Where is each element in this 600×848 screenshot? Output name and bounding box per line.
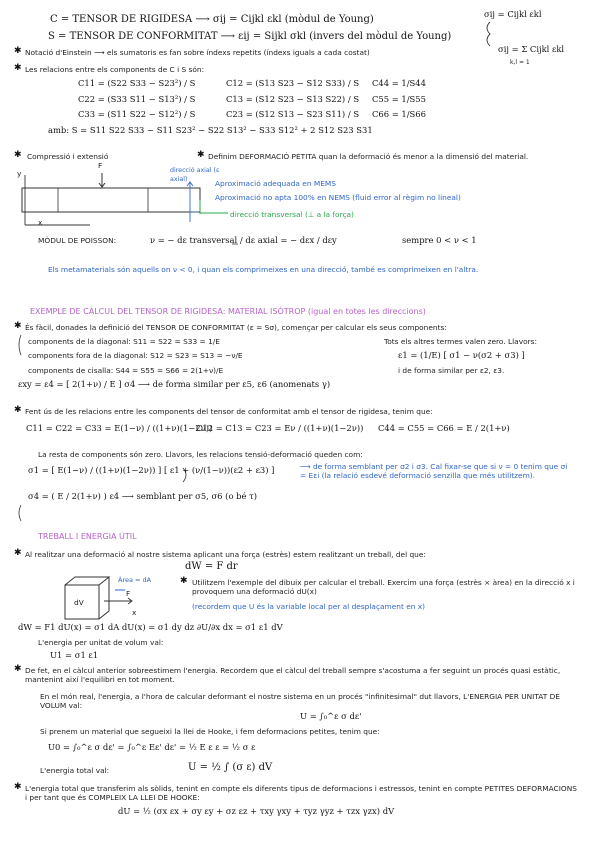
offdiagonal-components: components fora de la diagonal: S12 = S23 = S13 = −ν/E: [28, 351, 243, 360]
c-offdiagonal-eq: C12 = C13 = C23 = Eν / ((1+ν)(1−2ν)): [196, 423, 364, 433]
sidebox-mid: σij = Σ Cijkl εkl: [498, 44, 565, 54]
bullet-icon: ✱: [14, 405, 22, 415]
inverse-intro: Fent ús de les relacions entre les components del tensor de conformitat amb el tensor de rigidesa, tenim que:: [25, 407, 433, 416]
bullet-icon: ✱: [14, 63, 22, 73]
c66-eq: C66 = 1/S66: [372, 109, 426, 119]
brace-icon: [487, 22, 490, 46]
dw-eq: dW = F dr: [185, 561, 238, 572]
real-case-note: En el món real, l'energia, a l'hora de calcular deformant el nostre sistema en un procés "infinitesimal" dut llavors, L'ENERGIA PER UNITAT DE VOLUM val:: [40, 692, 560, 710]
quasi-static-note: De fet, en el càlcul anterior sobreestimem l'energia. Recordem que el càlcul del treball sempre s'acostuma a fer seguint un procés quasi estàtic, mantenint així l'equilibri en tot moment.: [25, 666, 561, 684]
sigma4-eq: σ4 = ( E / 2(1+ν) ) ε4 ⟶ semblant per σ5, σ6 (o bé τ): [28, 491, 258, 501]
small-deformation-def: Definim DEFORMACIÓ PETITA quan la deformació és menor a la dimensió del material.: [208, 152, 529, 161]
c33-eq: C33 = (S11 S22 − S12²) / S: [78, 109, 196, 119]
final-energy-eq: dU = ½ (σx εx + σy εy + σz εz + τxy γxy + τyz γyz + τzx γzx) dV: [118, 806, 395, 816]
poisson-range: sempre 0 < ν < 1: [402, 235, 477, 245]
area-label: Àrea = dA: [118, 576, 152, 584]
diagram-x-label: x: [38, 218, 43, 227]
relations-intro: Les relacions entre els components de C i S són:: [25, 65, 205, 74]
cube-depth-icon: [65, 577, 109, 619]
work-title: TREBALL I ENERGIA ÚTIL: [38, 532, 137, 541]
c22-eq: C22 = (S33 S11 − S13²) / S: [78, 94, 196, 104]
sidebox-top: σij = Cijkl εkl: [484, 9, 542, 19]
c-definition: C = TENSOR DE RIGIDESA ⟶ σij = Cijkl εkl (mòdul de Young): [50, 14, 374, 25]
c55-eq: C55 = 1/S55: [372, 94, 426, 104]
work-derivation-eq: dW = F1 dU(x) = σ1 dA dU(x) = σ1 dy dz ∂U/∂x dx = σ1 ε1 dV: [18, 622, 283, 632]
c11-eq: C11 = (S22 S33 − S23²) / S: [78, 78, 196, 88]
bar-rect: [22, 188, 200, 212]
bullet-icon: ✱: [14, 150, 22, 160]
diagram-y-label: y: [17, 169, 22, 178]
approx-mems: Aproximació adequada en MEMS: [215, 179, 336, 188]
energy-integral-eq: U = ∫₀^ε σ dε': [300, 711, 362, 721]
rest-zero-note: Tots els altres termes valen zero. Llavors:: [384, 337, 537, 346]
c44-eq: C44 = 1/S44: [372, 78, 426, 88]
sidebox-sum-range: k,l = 1: [510, 59, 530, 66]
hooke-note: Si prenem un material que segueixi la llei de Hooke, i fem deformacions petites, tenim que:: [40, 727, 380, 736]
bullet-icon: ✱: [14, 46, 22, 56]
poisson-label: MÒDUL DE POISSON:: [38, 236, 117, 245]
c-shear-eq: C44 = C55 = C66 = E / 2(1+ν): [378, 423, 510, 433]
sigma1-eq: σ1 = [ E(1−ν) / ((1+ν)(1−2ν)) ] [ ε1 + (ν/(1−ν))(ε2 + ε3) ]: [28, 465, 275, 475]
c13-eq: C13 = (S12 S23 − S13 S22) / S: [226, 94, 360, 104]
displacement-recall: (recordem que U és la variable local per al desplaçament en x): [192, 602, 426, 611]
cube-x-label: x: [132, 608, 137, 617]
c12-eq: C12 = (S13 S23 − S12 S33) / S: [226, 78, 360, 88]
total-energy-label: L'energia total val:: [40, 766, 110, 775]
c-diagonal-eq: C11 = C22 = C33 = E(1−ν) / ((1+ν)(1−2ν)): [26, 423, 213, 433]
eps1-eq: ε1 = (1/E) [ σ1 − ν(σ2 + σ3) ]: [398, 350, 525, 360]
isotropic-title: EXEMPLE DE CÀLCUL DEL TENSOR DE RIGIDESA: MATERIAL ISÒTROP (igual en totes les direccions): [30, 307, 426, 316]
sigma-similar-note: ⟶ de forma semblant per σ2 i σ3. Cal fixar-se que si ν = 0 tenim que σi = Eεi (la relació esdevé deformació senzilla que més utilitzem).: [300, 462, 568, 480]
bullet-icon: ✱: [180, 576, 188, 586]
s-definition: S = TENSOR DE CONFORMITAT ⟶ εij = Sijkl σkl (invers del mòdul de Young): [48, 31, 452, 42]
metamaterials-note: Els metamaterials són aquells on ν < 0, i quan els comprimeixes en una direcció, també es comprimeixen en l'altra.: [48, 265, 479, 274]
bullet-icon: ✱: [197, 150, 205, 160]
work-intro: Al realitzar una deformació al nostre sistema aplicant una força (estrès) estem realitzant un treball, del que:: [25, 550, 426, 559]
gamma-eq: εxy = ε4 = [ 2(1+ν) / E ] σ4 ⟶ de forma similar per ε5, ε6 (anomenats γ): [18, 379, 331, 389]
energy-unit-label: L'energia per unitat de volum val:: [38, 638, 164, 647]
total-energy-eq: U = ½ ∫ (σ ε) dV: [188, 762, 273, 773]
axial-direction-label: direcció axial (ε axial): [170, 167, 220, 183]
final-intro: L'energia total que transferim als sòlids, tenint en compte els diferents tipus de deformacions i estressos, tenint en compte PETITES DEFORMACIONS i per tant que és COMPLEIX LA LLEI DE HOOKE:: [25, 784, 577, 802]
bullet-icon: ✱: [14, 321, 22, 331]
s-determinant-eq: amb: S = S11 S22 S33 − S11 S23² − S22 S13² − S33 S12² + 2 S12 S23 S31: [48, 125, 373, 135]
cube-example-note: Utilitzem l'exemple del dibuix per calcular el treball. Exercim una força (estrès × àrea) en la direcció x i provoquem una deformació dU(x): [192, 578, 575, 596]
bar-inner-rect: [58, 188, 148, 212]
energy-density-eq: U1 = σ1 ε1: [50, 650, 99, 660]
force-label: F: [98, 161, 103, 170]
poisson-eq: ν = − dε transversal / dε axial = − dεx / dεy: [150, 235, 337, 245]
bullet-icon: ✱: [14, 782, 22, 792]
eps-similar-note: i de forma similar per ε2, ε3.: [398, 366, 505, 375]
approx-nems: Aproximació no apta 100% en NEMS (fluid error al règim no lineal): [215, 193, 461, 202]
bullet-icon: ✱: [14, 548, 22, 558]
c23-eq: C23 = (S12 S13 − S23 S11) / S: [226, 109, 360, 119]
compression-title: Compressió i extensió: [27, 152, 109, 161]
hooke-energy-eq: U0 = ∫₀^ε σ dε' = ∫₀^ε Eε' dε' = ½ E ε ε = ½ σ ε: [48, 742, 256, 752]
transversal-direction-label: direcció transversal (⊥ a la força): [230, 210, 354, 219]
rest-zero-note-2: La resta de components són zero. Llavors, les relacions tensió-deformació queden com:: [38, 450, 363, 459]
shear-components: components de cisalla: S44 = S55 = S66 = 2(1+ν)/E: [28, 366, 224, 375]
isotropic-intro: És fàcil, donades la definició del TENSOR DE CONFORMITAT (ε = Sσ), començar per calcular els seus components:: [25, 323, 447, 332]
diagonal-components: components de la diagonal: S11 = S22 = S33 = 1/E: [28, 337, 220, 346]
cube-force-label: F: [126, 589, 131, 598]
einstein-note: Notació d'Einstein ⟶ els sumatoris es fan sobre índexs repetits (índexs iguals a cada costat): [25, 48, 370, 57]
bullet-icon: ✱: [14, 664, 22, 674]
dv-label: dV: [74, 598, 84, 607]
